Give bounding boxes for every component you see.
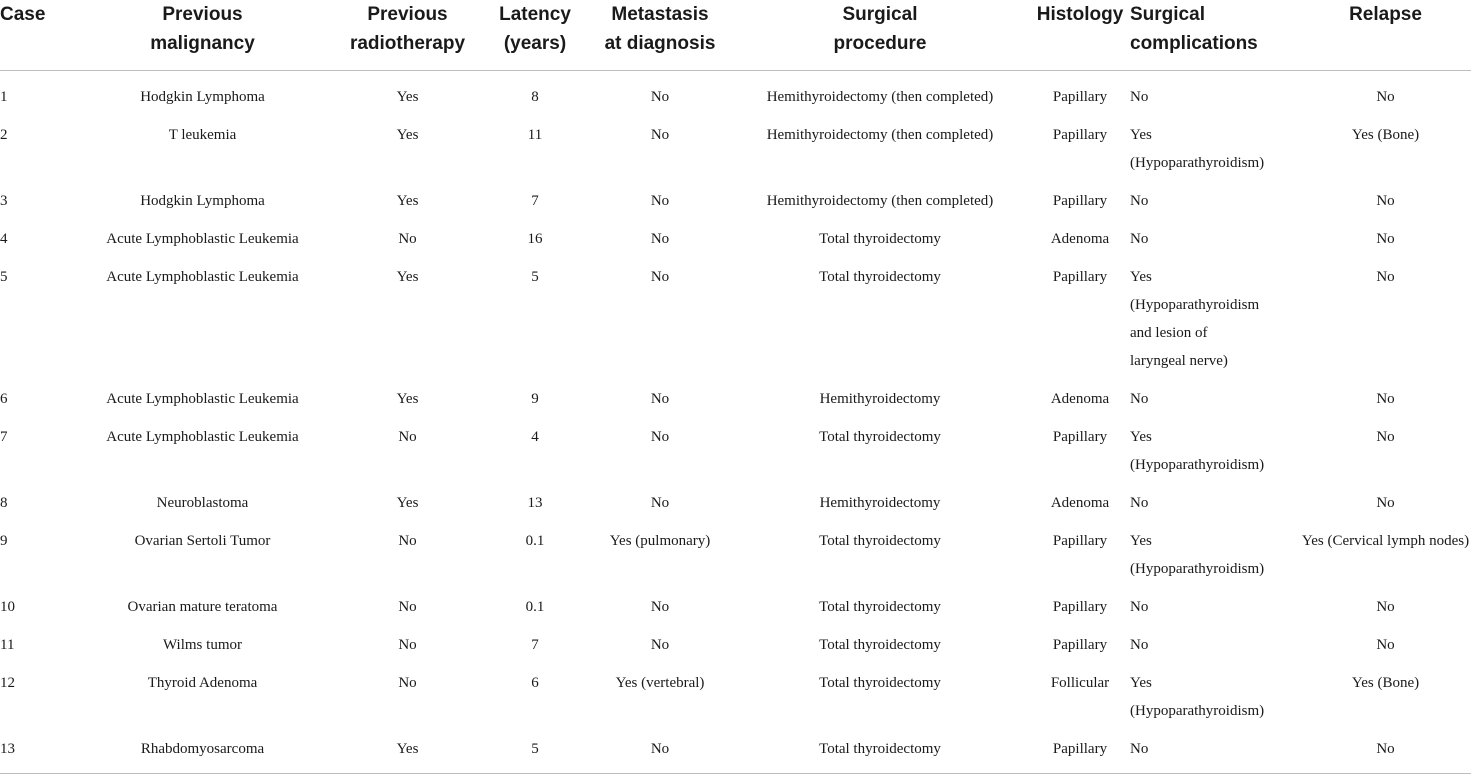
cell-histology: Papillary [1052,193,1108,209]
cell-surgical-procedure: Total thyroidectomy [819,231,941,247]
cell-surgical-complications [1130,725,1300,774]
cell-previous-malignancy: Hodgkin Lymphoma [140,193,265,209]
header-relapse [1300,0,1471,71]
header-latency [480,0,590,71]
header-line: Histology [1036,4,1124,25]
complication-line: and lesion of [1130,325,1208,341]
header-row [0,0,1471,71]
table-body [0,71,1471,774]
cell-surgical-procedure: Hemithyroidectomy (then completed) [766,89,994,105]
cell-metastasis: Yes (vertebral) [615,675,705,691]
complication-line: Yes [1130,127,1152,143]
complication-line: No [1130,193,1149,209]
cell-surgical-complications [1130,659,1300,725]
cell-previous-malignancy: Rhabdomyosarcoma [70,725,335,774]
table-header [0,0,1471,71]
cell-latency: 4 [531,429,539,445]
cell-relapse: No [1376,637,1395,653]
complication-line: No [1130,599,1149,615]
cell-histology: Papillary [1052,599,1108,615]
cell-previous-malignancy: Acute Lymphoblastic Leukemia [106,429,299,445]
cell-previous-malignancy: Hodgkin Lymphoma [140,89,265,105]
cell-case: 12 [0,675,15,691]
complication-line: No [1130,637,1149,653]
cell-histology: Adenoma [1050,231,1110,247]
complication-line: No [1130,741,1149,757]
cell-previous-malignancy: Wilms tumor [163,637,242,653]
cell-surgical-complications [1130,413,1300,479]
cell-metastasis: Yes (pulmonary) [609,533,711,549]
cell-latency: 7 [531,637,539,653]
table-row [0,517,1471,583]
cell-case: 4 [0,231,8,247]
cell-histology: Papillary [1052,533,1108,549]
cell-metastasis: No [650,495,670,511]
table-row [0,177,1471,215]
header-surgical-procedure [730,0,1030,71]
cell-case: 3 [0,193,8,209]
table-row [0,583,1471,621]
cell-surgical-procedure: Hemithyroidectomy (then completed) [766,193,994,209]
complication-line: No [1130,495,1149,511]
complication-line: (Hypoparathyroidism) [1130,703,1265,719]
cell-metastasis: No [650,637,670,653]
table-row [0,71,1471,112]
cell-relapse: No [1376,429,1395,445]
cell-previous-radiotherapy: No [398,675,417,691]
cell-relapse: Yes (Bone) [1351,675,1420,691]
cell-previous-radiotherapy: No [398,231,417,247]
cell-relapse: Yes (Cervical lymph nodes) [1301,533,1470,549]
cell-histology: Papillary [1052,269,1108,285]
cell-previous-radiotherapy: Yes [396,391,419,407]
header-line: Relapse [1349,4,1422,25]
cell-latency: 11 [527,127,543,143]
cell-surgical-complications [1130,517,1300,583]
cell-case: 7 [0,429,8,445]
header-line: (years) [503,33,567,54]
header-line: Latency [499,4,571,25]
header-case [0,0,70,71]
cell-latency: 8 [531,89,539,105]
cell-case: 1 [0,89,8,105]
cell-surgical-complications [1130,583,1300,621]
cell-latency: 7 [531,193,539,209]
cell-surgical-procedure: Total thyroidectomy [730,725,1030,774]
cell-previous-malignancy: Acute Lymphoblastic Leukemia [106,391,299,407]
header-line: Previous [367,4,448,25]
cell-surgical-complications [1130,71,1300,112]
header-line: Surgical [1130,4,1205,25]
cell-histology: Adenoma [1050,391,1110,407]
cell-previous-radiotherapy: Yes [335,725,480,774]
cell-histology: Papillary [1052,429,1108,445]
cell-relapse: No [1376,269,1395,285]
table-row [0,413,1471,479]
cell-surgical-procedure: Total thyroidectomy [819,533,941,549]
table-row [0,725,1471,774]
cell-latency: 9 [531,391,539,407]
cell-surgical-procedure: Hemithyroidectomy (then completed) [766,127,994,143]
header-line: malignancy [150,33,255,54]
cell-previous-radiotherapy: Yes [396,193,419,209]
cell-surgical-complications [1130,253,1300,375]
cell-relapse: No [1376,495,1395,511]
cell-relapse: Yes (Bone) [1351,127,1420,143]
cell-latency: 13 [527,495,543,511]
complication-line: No [1130,231,1149,247]
cell-surgical-procedure: Total thyroidectomy [819,599,941,615]
complication-line: (Hypoparathyroidism) [1130,155,1265,171]
cell-previous-radiotherapy: No [398,429,417,445]
cell-surgical-procedure: Total thyroidectomy [819,637,941,653]
cell-surgical-procedure: Total thyroidectomy [819,269,941,285]
cell-surgical-procedure: Hemithyroidectomy [819,495,941,511]
cell-previous-radiotherapy: No [398,637,417,653]
header-surgical-complications [1130,0,1300,71]
header-histology [1030,0,1130,71]
header-line: Case [0,4,46,25]
cell-case: 2 [0,127,8,143]
cell-relapse: No [1376,231,1395,247]
complication-line: Yes [1130,429,1152,445]
cell-relapse: No [1300,725,1471,774]
cell-histology: Papillary [1030,725,1130,774]
table-row [0,215,1471,253]
cell-metastasis: No [650,391,670,407]
cell-previous-radiotherapy: No [398,533,417,549]
complication-line: laryngeal nerve) [1130,353,1228,369]
table-row [0,659,1471,725]
cell-previous-radiotherapy: Yes [396,269,419,285]
complication-line: Yes [1130,675,1152,691]
cell-surgical-complications [1130,479,1300,517]
complication-line: Yes [1130,269,1152,285]
complication-line: (Hypoparathyroidism [1130,297,1260,313]
header-metastasis [590,0,730,71]
cell-surgical-complications [1130,621,1300,659]
cell-previous-radiotherapy: No [398,599,417,615]
header-line: Metastasis [611,4,709,25]
cell-metastasis: No [650,127,670,143]
cell-surgical-complications [1130,177,1300,215]
cell-case: 13 [0,725,70,774]
cell-relapse: No [1376,391,1395,407]
header-line: procedure [833,33,927,54]
cell-histology: Papillary [1052,637,1108,653]
complication-line: (Hypoparathyroidism) [1130,457,1265,473]
table-row [0,253,1471,375]
cell-latency: 6 [531,675,539,691]
header-line: Surgical [842,4,918,25]
cell-previous-radiotherapy: Yes [396,89,419,105]
header-previous-radiotherapy [335,0,480,71]
cell-latency: 5 [531,269,539,285]
cell-previous-malignancy: Ovarian mature teratoma [127,599,278,615]
complication-line: No [1130,89,1149,105]
cell-previous-malignancy: T leukemia [168,127,237,143]
header-line: radiotherapy [349,33,466,54]
cell-surgical-complications [1130,375,1300,413]
cell-relapse: No [1376,89,1395,105]
table-row [0,621,1471,659]
cell-latency: 16 [527,231,543,247]
cell-previous-malignancy: Acute Lymphoblastic Leukemia [106,269,299,285]
cell-metastasis: No [650,429,670,445]
cell-histology: Follicular [1050,675,1110,691]
cell-metastasis: No [650,89,670,105]
cell-histology: Papillary [1052,89,1108,105]
cell-previous-radiotherapy: Yes [396,495,419,511]
complication-line: (Hypoparathyroidism) [1130,561,1265,577]
cell-histology: Adenoma [1050,495,1110,511]
cell-surgical-complications [1130,111,1300,177]
header-previous-malignancy [70,0,335,71]
cell-latency: 0.1 [525,599,545,615]
complication-line: No [1130,391,1149,407]
complication-line: Yes [1130,533,1152,549]
cell-surgical-procedure: Total thyroidectomy [819,675,941,691]
cell-relapse: No [1376,599,1395,615]
cell-metastasis: No [650,193,670,209]
cell-latency: 5 [480,725,590,774]
cell-case: 9 [0,533,8,549]
cell-metastasis: No [650,269,670,285]
cell-previous-radiotherapy: Yes [396,127,419,143]
cell-metastasis: No [590,725,730,774]
cell-previous-malignancy: Thyroid Adenoma [147,675,258,691]
header-line: complications [1130,33,1258,54]
cell-relapse: No [1376,193,1395,209]
cell-metastasis: No [650,231,670,247]
cell-case: 5 [0,269,8,285]
table-row [0,375,1471,413]
cell-surgical-procedure: Total thyroidectomy [819,429,941,445]
cell-previous-malignancy: Acute Lymphoblastic Leukemia [106,231,299,247]
cell-case: 8 [0,495,8,511]
table-row [0,479,1471,517]
cell-surgical-procedure: Hemithyroidectomy [819,391,941,407]
cell-case: 10 [0,599,15,615]
cell-previous-malignancy: Ovarian Sertoli Tumor [134,533,271,549]
cell-case: 6 [0,391,8,407]
cell-case: 11 [0,637,15,653]
header-line: at diagnosis [604,33,716,54]
cell-surgical-complications [1130,215,1300,253]
header-line: Previous [162,4,243,25]
cell-histology: Papillary [1052,127,1108,143]
cell-previous-malignancy: Neuroblastoma [156,495,249,511]
cell-metastasis: No [650,599,670,615]
table-row [0,111,1471,177]
cell-latency: 0.1 [525,533,545,549]
